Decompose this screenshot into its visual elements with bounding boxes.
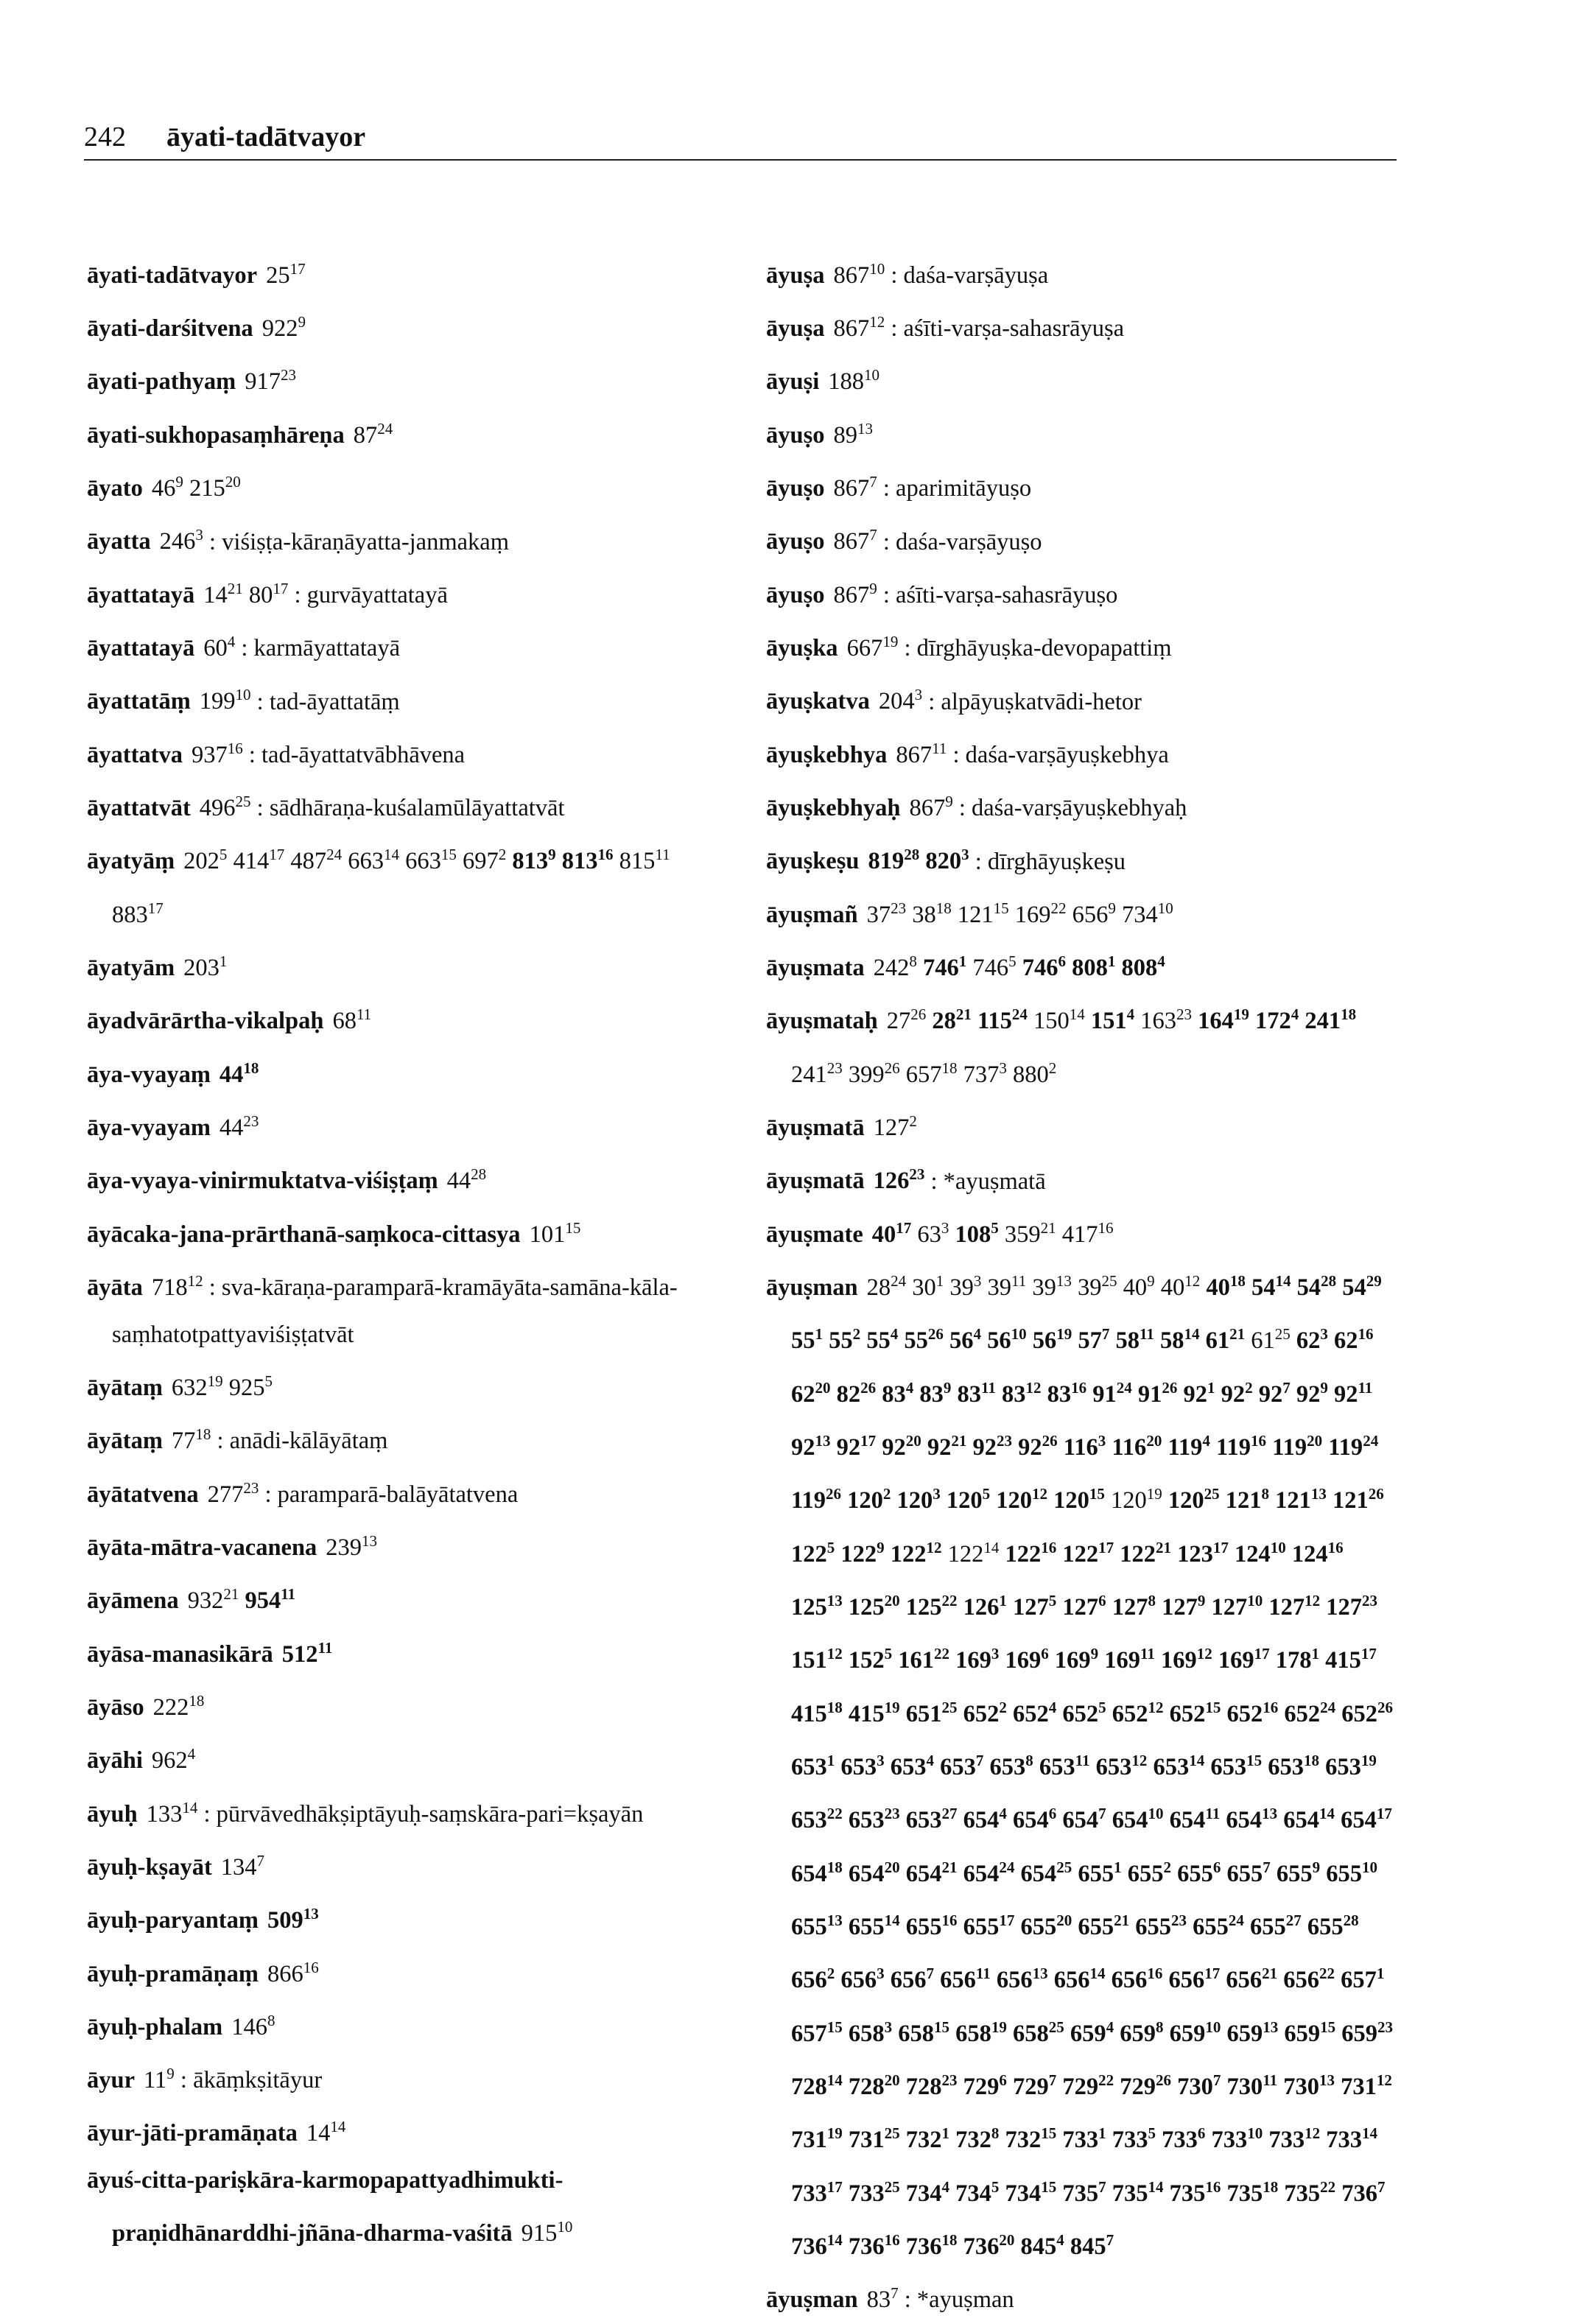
index-entry	[87, 1625, 720, 1678]
entry-references: $14^{14}$	[306, 2118, 346, 2147]
index-entry	[87, 1678, 720, 1731]
entry-references: $202^5$ $414^{17}$ $487^{24}$ $663^{14}$ $663^{15}$ $697^2$ $813^9$ $813^{16}$ $815^{11}$ $883^{17}$	[112, 846, 670, 928]
entry-gloss: : karmāyattatayā	[235, 635, 400, 662]
entry-references: $667^{19}$	[846, 633, 899, 662]
entry-headword: āyuṣmañ	[766, 901, 858, 928]
entry-references: $134^7$	[220, 1852, 265, 1881]
entry-references: $46^9$ $215^{20}$	[151, 473, 241, 502]
index-entry	[766, 1152, 1400, 1205]
entry-gloss: : ākāṃkṣitāyur	[174, 2067, 323, 2094]
index-entry	[87, 1571, 720, 1624]
index-entry	[87, 779, 720, 832]
index-entry	[766, 1258, 1400, 2270]
entry-gloss: : aparimitāyuṣo	[877, 475, 1032, 502]
entry-references: $44^{23}$	[219, 1112, 259, 1142]
index-entry	[766, 2270, 1400, 2323]
index-entry	[87, 1358, 720, 1411]
entry-headword: āyātatvena	[87, 1481, 199, 1508]
index-entry	[766, 726, 1400, 779]
index-entry	[87, 1411, 720, 1464]
entry-headword: āyuṣman	[766, 2286, 858, 2314]
entry-headword: āyur	[87, 2067, 135, 2094]
entry-gloss: : anādi-kālāyātaṃ	[211, 1428, 388, 1455]
entry-headword: āyattatvāt	[87, 795, 191, 822]
entry-headword: āyuṣo	[766, 421, 825, 449]
entry-headword: āyati-pathyaṃ	[87, 368, 236, 396]
entry-gloss: : daśa-varṣāyuṣo	[877, 528, 1042, 555]
entry-headword: āyātaṃ	[87, 1374, 163, 1401]
index-entry	[87, 459, 720, 512]
page-number: 242	[84, 122, 126, 152]
entry-references: $246^3$	[159, 526, 203, 555]
entry-headword: āyuḥ-pramāṇaṃ	[87, 1960, 259, 1987]
entry-gloss: : *ayuṣmatā	[924, 1168, 1046, 1195]
index-entry	[87, 1152, 720, 1205]
entry-references: $83^7$	[866, 2284, 899, 2314]
index-entry	[87, 2051, 720, 2104]
entry-references: $932^{21}$ $954^{11}$	[187, 1585, 296, 1615]
index-entry	[87, 353, 720, 406]
index-entry	[87, 1258, 720, 1358]
entry-headword: āyuṣmata	[766, 955, 865, 982]
index-entry	[87, 1891, 720, 1944]
index-entry	[87, 1945, 720, 1998]
index-entry	[766, 779, 1400, 832]
index-entry	[766, 992, 1400, 1099]
entry-references: $89^{13}$	[833, 419, 873, 449]
entry-references: $867^7$	[833, 473, 877, 502]
entry-references: $867^{10}$	[833, 260, 885, 289]
running-head: āyati-tadātvayor	[166, 122, 366, 152]
entry-gloss: : tad-āyattatvābhāvena	[242, 741, 466, 768]
entry-gloss: : dīrghāyuṣka-devopapattiṃ	[898, 635, 1172, 662]
entry-headword: āyāta	[87, 1274, 143, 1302]
entry-references: $204^3$	[878, 686, 923, 715]
index-column-right	[766, 246, 1400, 2324]
entry-references: $866^{16}$	[267, 1958, 319, 1987]
entry-headword: āyuṣman	[766, 1274, 858, 1302]
index-entry	[87, 2104, 720, 2158]
index-entry	[766, 673, 1400, 726]
index-entry	[87, 2158, 720, 2258]
entry-headword: āyati-darśitvena	[87, 315, 253, 343]
entry-references: $203^1$	[183, 952, 228, 982]
entry-headword: āyuṣmataḥ	[766, 1008, 878, 1035]
entry-headword: āyuṣa	[766, 315, 825, 343]
entry-references: $127^2$	[873, 1112, 917, 1142]
entry-gloss: : daśa-varṣāyuṣkebhyaḥ	[952, 795, 1187, 822]
entry-references: $28^{24}$ $30^1$ $39^3$ $39^{11}$ $39^{13}$ $39^{25}$ $40^9$ $40^{12}$ $40^{18}$ $54^{14}$ $54^{28}$ $54^{29}$ $55^1$ $55^2$ $55^4$ $55^{26}$ $56^4$ $56^{10}$ $56^{19}$ $57^7$ $58^{11}$ $58^{14}$ $61^{21}$ $61^{25}$ $62^3$ $62^{16}$ $62^{20}$ $82^{26}$ $83^4$ $83^9$ $83^{11}$ $83^{12}$ $83^{16}$ $91^{24}$ $91^{26}$ $92^1$ $92^2$ $92^7$ $92^9$ $92^{11}$ $92^{13}$ $92^{17}$ $92^{20}$ $92^{21}$ $92^{23}$ $92^{26}$ $116^3$ $116^{20}$ $119^4$ $119^{16}$ $119^{20}$ $119^{24}$ $119^{26}$ $120^2$ $120^3$ $120^5$ $120^{12}$ $120^{15}$ $120^{19}$ $120^{25}$ $121^8$ $121^{13}$ $121^{26}$ $122^5$ $122^9$ $122^{12}$ $122^{14}$ $122^{16}$ $122^{17}$ $122^{21}$ $123^{17}$ $124^{10}$ $124^{16}$ $125^{13}$ $125^{20}$ $125^{22}$ $126^1$ $127^5$ $127^6$ $127^8$ $127^9$ $127^{10}$ $127^{12}$ $127^{23}$ $151^{12}$ $152^5$ $161^{22}$ $169^3$ $169^6$ $169^9$ $169^{11}$ $169^{12}$ $169^{17}$ $178^1$ $415^{17}$ $415^{18}$ $415^{19}$ $651^{25}$ $652^2$ $652^4$ $652^5$ $652^{12}$ $652^{15}$ $652^{16}$ $652^{24}$ $652^{26}$ $653^1$ $653^3$ $653^4$ $653^7$ $653^8$ $653^{11}$ $653^{12}$ $653^{14}$ $653^{15}$ $653^{18}$ $653^{19}$ $653^{22}$ $653^{23}$ $653^{27}$ $654^4$ $654^6$ $654^7$ $654^{10}$ $654^{11}$ $654^{13}$ $654^{14}$ $654^{17}$ $654^{18}$ $654^{20}$ $654^{21}$ $654^{24}$ $654^{25}$ $655^1$ $655^2$ $655^6$ $655^7$ $655^9$ $655^{10}$ $655^{13}$ $655^{14}$ $655^{16}$ $655^{17}$ $655^{20}$ $655^{21}$ $655^{23}$ $655^{24}$ $655^{27}$ $655^{28}$ $656^2$ $656^3$ $656^7$ $656^{11}$ $656^{13}$ $656^{14}$ $656^{16}$ $656^{17}$ $656^{21}$ $656^{22}$ $657^1$ $657^{15}$ $658^3$ $658^{15}$ $658^{19}$ $658^{25}$ $659^4$ $659^8$ $659^{10}$ $659^{13}$ $659^{15}$ $659^{23}$ $728^{14}$ $728^{20}$ $728^{23}$ $729^6$ $729^7$ $729^{22}$ $729^{26}$ $730^7$ $730^{11}$ $730^{13}$ $731^{12}$ $731^{19}$ $731^{25}$ $732^1$ $732^8$ $732^{15}$ $733^1$ $733^5$ $733^6$ $733^{10}$ $733^{12}$ $733^{14}$ $733^{17}$ $733^{25}$ $734^4$ $734^5$ $734^{15}$ $735^7$ $735^{14}$ $735^{16}$ $735^{18}$ $735^{22}$ $736^7$ $736^{14}$ $736^{16}$ $736^{18}$ $736^{20}$ $845^4$ $845^7$	[791, 1272, 1393, 2260]
page-header	[84, 121, 1397, 161]
entry-headword: āyuṣkatva	[766, 688, 870, 715]
index-entry	[87, 1098, 720, 1151]
entry-headword: āyati-sukhopasaṃhāreṇa	[87, 421, 345, 449]
entry-headword: āyuṣo	[766, 475, 825, 502]
index-entry	[87, 832, 720, 939]
entry-gloss: : pūrvāvedhākṣiptāyuḥ-saṃskāra-pari=kṣayān	[197, 1800, 644, 1828]
entry-references: $496^{25}$	[199, 793, 251, 822]
entry-references: $239^{13}$	[326, 1532, 378, 1561]
index-entry	[766, 459, 1400, 512]
entry-references: $188^{10}$	[828, 366, 880, 396]
entry-references: $867^{11}$	[896, 739, 947, 768]
entry-headword: āyātaṃ	[87, 1428, 163, 1455]
entry-references: $962^4$	[151, 1745, 196, 1774]
index-entry	[766, 1098, 1400, 1151]
entry-headword: āya-vyaya-vinirmuktatva-viśiṣṭaṃ	[87, 1168, 438, 1195]
entry-references: $68^{11}$	[332, 1005, 372, 1035]
entry-references: $917^{23}$	[245, 366, 296, 396]
entry-headword: āyuṣka	[766, 635, 838, 662]
entry-references: $101^{15}$	[529, 1218, 581, 1248]
entry-headword: āyattatayā	[87, 635, 195, 662]
index-entry	[766, 246, 1400, 299]
entry-headword: āyāsa-manasikārā	[87, 1640, 273, 1668]
entry-headword: āyuṣmatā	[766, 1168, 865, 1195]
entry-references: $718^{12}$	[151, 1272, 203, 1302]
entry-gloss: : viśiṣṭa-kāraṇāyatta-janmakaṃ	[203, 528, 510, 555]
entry-gloss: : aśīti-varṣa-sahasrāyuṣo	[877, 581, 1118, 608]
index-entry	[87, 619, 720, 672]
index-entry	[87, 938, 720, 991]
entry-headword: āyāso	[87, 1693, 144, 1721]
entry-headword: āyāta-mātra-vacanena	[87, 1534, 317, 1561]
entry-headword: āyattatāṃ	[87, 688, 191, 715]
index-entry	[766, 513, 1400, 566]
entry-references: $867^{12}$	[833, 313, 885, 343]
entry-gloss: : *ayuṣman	[898, 2286, 1014, 2314]
entry-references: $199^{10}$	[199, 686, 251, 715]
index-entry	[87, 726, 720, 779]
index-entry	[766, 619, 1400, 672]
index-entry	[766, 1205, 1400, 1258]
index-entry	[87, 566, 720, 619]
entry-headword: āyuṣa	[766, 261, 825, 289]
entry-references: $25^{17}$	[266, 260, 306, 289]
entry-gloss: : dīrghāyuṣkeṣu	[969, 848, 1126, 875]
index-entry	[766, 299, 1400, 352]
entry-references: $222^{18}$	[152, 1692, 205, 1721]
index-entry	[766, 406, 1400, 459]
entry-headword: āyuṣkebhya	[766, 741, 888, 768]
entry-headword: āyuś-citta-pariṣkāra-karmopapattyadhimukti-praṇidhānarddhi-jñāna-dharma-vaśitā	[87, 2166, 563, 2247]
entry-headword: āyāmena	[87, 1587, 179, 1615]
entry-references: $509^{13}$	[267, 1905, 319, 1934]
index-column-left	[87, 246, 720, 2258]
entry-headword: āyatta	[87, 528, 151, 555]
entry-references: $242^8$ $746^1$ $746^5$ $746^6$ $808^1$ $808^4$	[873, 952, 1165, 982]
index-entry	[87, 513, 720, 566]
entry-headword: āyuṣi	[766, 368, 820, 396]
entry-references: $14^{21}$ $80^{17}$	[203, 579, 289, 608]
index-entry	[87, 673, 720, 726]
entry-references: $133^{14}$	[146, 1798, 198, 1828]
entry-references: $44^{28}$	[446, 1165, 487, 1195]
entry-headword: āyuḥ-phalam	[87, 2013, 223, 2040]
entry-references: $867^9$	[909, 793, 953, 822]
entry-references: $277^{23}$	[207, 1478, 259, 1508]
index-entry	[87, 1518, 720, 1571]
index-entry	[87, 1731, 720, 1784]
entry-references: $60^4$	[203, 633, 236, 662]
entry-references: $146^8$	[231, 2012, 275, 2040]
index-entry	[766, 885, 1400, 938]
entry-headword: āyattatva	[87, 741, 183, 768]
entry-references: $27^{26}$ $28^{21}$ $115^{24}$ $150^{14}$ $151^4$ $163^{23}$ $164^{19}$ $172^4$ $241^{18}$ $241^{23}$ $399^{26}$ $657^{18}$ $737^3$ $880^2$	[791, 1005, 1357, 1088]
index-entry	[87, 1465, 720, 1518]
entry-headword: āyattatayā	[87, 581, 195, 608]
entry-references: $512^{11}$	[281, 1638, 333, 1668]
entry-headword: āyuṣkeṣu	[766, 848, 860, 875]
index-entry	[87, 1785, 720, 1838]
entry-references: $632^{19}$ $925^5$	[171, 1372, 273, 1401]
index-entry	[87, 1838, 720, 1891]
entry-references: $819^{28}$ $820^3$	[868, 846, 969, 875]
entry-headword: āyatyām	[87, 955, 175, 982]
entry-gloss: : aśīti-varṣa-sahasrāyuṣa	[885, 315, 1125, 343]
index-entry	[766, 353, 1400, 406]
entry-gloss: : alpāyuṣkatvādi-hetor	[922, 688, 1142, 715]
entry-headword: āyur-jāti-pramāṇata	[87, 2120, 298, 2147]
entry-headword: āyato	[87, 475, 143, 502]
entry-references: $44^{18}$	[219, 1059, 259, 1088]
entry-headword: āyāhi	[87, 1747, 143, 1774]
entry-headword: āyuṣmate	[766, 1221, 863, 1248]
entry-headword: āyadvārārtha-vikalpaḥ	[87, 1008, 324, 1035]
entry-references: $937^{16}$	[191, 739, 243, 768]
index-entry	[87, 1205, 720, 1258]
entry-headword: āyuṣmatā	[766, 1114, 865, 1142]
index-entry	[766, 832, 1400, 885]
entry-gloss: : daśa-varṣāyuṣkebhya	[947, 741, 1169, 768]
entry-references: $37^{23}$ $38^{18}$ $121^{15}$ $169^{22}$ $656^9$ $734^{10}$	[866, 899, 1173, 928]
entry-references: $40^{17}$ $63^3$ $108^5$ $359^{21}$ $417^{16}$	[871, 1218, 1114, 1248]
entry-headword: āyatyāṃ	[87, 848, 175, 875]
entry-references: $11^9$	[144, 2065, 175, 2094]
entry-gloss: : sva-kāraṇa-paramparā-kramāyāta-samāna-kāla-saṃhatotpattyaviśiṣṭatvāt	[112, 1274, 678, 1348]
entry-references: $77^{18}$	[171, 1425, 211, 1455]
entry-headword: āyuḥ-paryantaṃ	[87, 1907, 259, 1934]
entry-references: $915^{10}$	[521, 2218, 573, 2247]
entry-gloss: : gurvāyattatayā	[288, 581, 448, 608]
entry-headword: āyuḥ	[87, 1800, 138, 1828]
entry-references: $867^7$	[833, 526, 877, 555]
entry-gloss: : daśa-varṣāyuṣa	[885, 261, 1049, 289]
entry-headword: āya-vyayaṃ	[87, 1061, 211, 1088]
entry-headword: āyuḥ-kṣayāt	[87, 1853, 212, 1881]
entry-references: $87^{24}$	[353, 419, 393, 449]
index-entry	[87, 1998, 720, 2051]
entry-references: $867^9$	[833, 579, 877, 608]
index-entry	[87, 406, 720, 459]
entry-gloss: : sādhāraṇa-kuśalamūlāyattatvāt	[250, 795, 565, 822]
index-entry	[87, 246, 720, 299]
index-entry	[87, 1045, 720, 1098]
entry-headword: āyati-tadātvayor	[87, 261, 258, 289]
entry-headword: āya-vyayam	[87, 1114, 211, 1142]
entry-gloss: : tad-āyattatāṃ	[250, 688, 400, 715]
index-entry	[766, 566, 1400, 619]
entry-headword: āyuṣo	[766, 581, 825, 608]
entry-gloss: : paramparā-balāyātatvena	[259, 1481, 519, 1508]
entry-references: $126^{23}$	[873, 1165, 925, 1195]
index-entry	[766, 938, 1400, 991]
entry-headword: āyācaka-jana-prārthanā-saṃkoca-cittasya	[87, 1221, 521, 1248]
entry-headword: āyuṣkebhyaḥ	[766, 795, 901, 822]
index-entry	[87, 992, 720, 1045]
entry-references: $922^9$	[261, 313, 306, 343]
entry-headword: āyuṣo	[766, 528, 825, 555]
index-entry	[87, 299, 720, 352]
